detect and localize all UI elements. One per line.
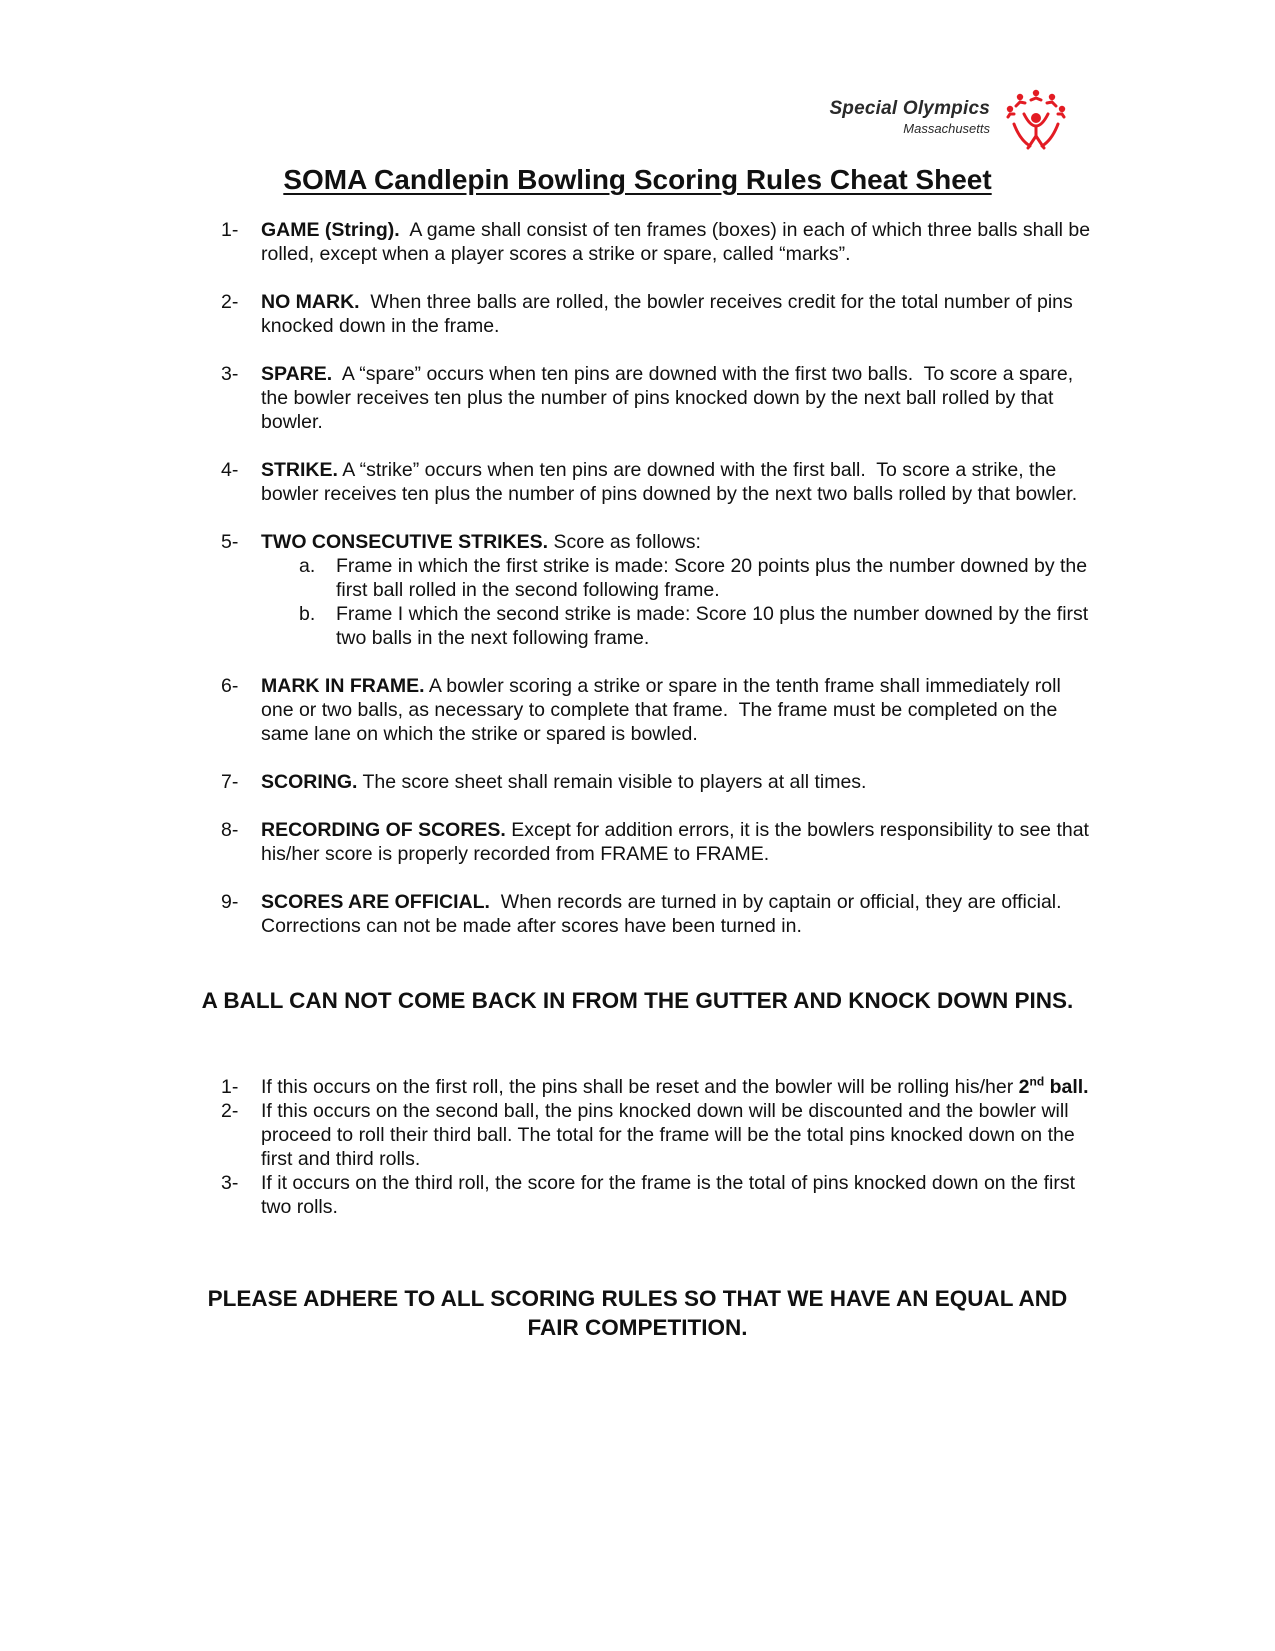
rule-text: A bowler scoring a strike or spare in the tenth frame shall immediately roll one or two balls, as necessary to complete that frame. The frame must be completed on the same lane on which the strike or spared is bowled. [261, 675, 1067, 745]
rule-item [221, 770, 1091, 794]
rule-number: 2- [221, 1100, 239, 1122]
rule-term: TWO CONSECUTIVE STRIKES. [261, 531, 549, 553]
rule-number: 6- [221, 675, 239, 697]
rule-text: The score sheet shall remain visible to players at all times. [357, 771, 867, 793]
rule-number: 3- [221, 363, 239, 385]
ordinal-number: 2 [1018, 1076, 1030, 1098]
rule-number: 4- [221, 459, 239, 481]
rule-item [221, 218, 1096, 266]
gutter-rule-item [221, 1075, 1091, 1099]
logo-name: Special Olympics [829, 98, 990, 119]
gutter-rule-item [221, 1171, 1091, 1219]
rule-term: NO MARK. [261, 291, 360, 313]
rule-number: 8- [221, 819, 239, 841]
rule-text: If it occurs on the third roll, the score for the frame is the total of pins knocked down on the first two rolls. [261, 1172, 1075, 1218]
ordinal-suffix: nd [1029, 1074, 1045, 1089]
rule-number: 5- [221, 531, 239, 553]
rule-text: A “strike” occurs when ten pins are downed with the first ball. To score a strike, the bowler receives ten plus the number of pins downed by the next two balls rolled by that bowler. [261, 459, 1078, 505]
sub-rule-text: Frame I which the second strike is made: Score 10 plus the number downed by the first two balls in the next following frame. [336, 603, 1089, 649]
rule-item [221, 362, 1091, 434]
rule-item [221, 290, 1091, 338]
rule-term: SCORES ARE OFFICIAL. [261, 891, 490, 913]
rule-text: When records are turned in by captain or official, they are official. Corrections can not be made after scores have been turned in. [261, 891, 1073, 937]
special-olympics-figure-icon [1000, 84, 1072, 156]
gutter-heading: A BALL CAN NOT COME BACK IN FROM THE GUTTER AND KNOCK DOWN PINS. [201, 988, 1074, 1013]
gutter-rules-list [221, 1075, 1091, 1219]
sub-rule-text: Frame in which the first strike is made: Score 20 points plus the number downed by the first ball rolled in the second following frame. [336, 555, 1088, 601]
sub-rule-letter: b. [299, 603, 316, 625]
special-olympics-logo [796, 84, 1076, 160]
rule-term: GAME (String). [261, 219, 400, 241]
rule-term: RECORDING OF SCORES. [261, 819, 506, 841]
rule-term: MARK IN FRAME. [261, 675, 425, 697]
rule-item [221, 530, 1091, 650]
ordinal-tail: ball. [1044, 1076, 1089, 1098]
rule-number: 9- [221, 891, 239, 913]
rule-sublist [261, 554, 1091, 650]
rule-text: A “spare” occurs when ten pins are downed with the first two balls. To score a spare, the bowler receives ten plus the number of pins knocked down by the next ball rolled by that bowler. [261, 363, 1079, 433]
rule-text: A game shall consist of ten frames (boxes) in each of which three balls shall be rolled, except when a player scores a strike or spare, called “marks”. [261, 219, 1096, 265]
rule-term: STRIKE. [261, 459, 338, 481]
rule-item [221, 890, 1091, 938]
rule-term: SPARE. [261, 363, 333, 385]
rule-number: 2- [221, 291, 239, 313]
sub-rule-item [261, 554, 1091, 602]
rule-item [221, 818, 1095, 866]
rule-number: 7- [221, 771, 239, 793]
rule-text: Except for addition errors, it is the bowlers responsibility to see that his/her score is properly recorded from FRAME to FRAME. [261, 819, 1095, 865]
rule-number: 3- [221, 1172, 239, 1194]
rule-item [221, 674, 1091, 746]
scoring-rules-list [221, 218, 1096, 962]
rule-text: Score as follows: [548, 531, 701, 553]
sub-rule-item [261, 602, 1091, 650]
rule-text: If this occurs on the first roll, the pins shall be reset and the bowler will be rolling his/her [261, 1076, 1019, 1098]
rule-text: If this occurs on the second ball, the pins knocked down will be discounted and the bowler will proceed to roll their third ball. The total for the frame will be the total pins knocked down on the first and third rolls. [261, 1100, 1075, 1170]
rule-number: 1- [221, 1076, 239, 1098]
rule-number: 1- [221, 219, 239, 241]
sub-rule-letter: a. [299, 555, 316, 577]
rule-item [221, 458, 1091, 506]
rule-emphasis [1019, 1076, 1089, 1098]
logo-text [829, 98, 990, 136]
logo-subtitle: Massachusetts [903, 121, 990, 136]
page-title: SOMA Candlepin Bowling Scoring Rules Cheat Sheet [283, 164, 992, 195]
gutter-rule-item [221, 1099, 1091, 1171]
closing-statement: PLEASE ADHERE TO ALL SCORING RULES SO THAT WE HAVE AN EQUAL AND FAIR COMPETITION. [207, 1286, 1068, 1340]
rule-term: SCORING. [261, 771, 358, 793]
rule-text: When three balls are rolled, the bowler receives credit for the total number of pins knocked down in the frame. [261, 291, 1079, 337]
